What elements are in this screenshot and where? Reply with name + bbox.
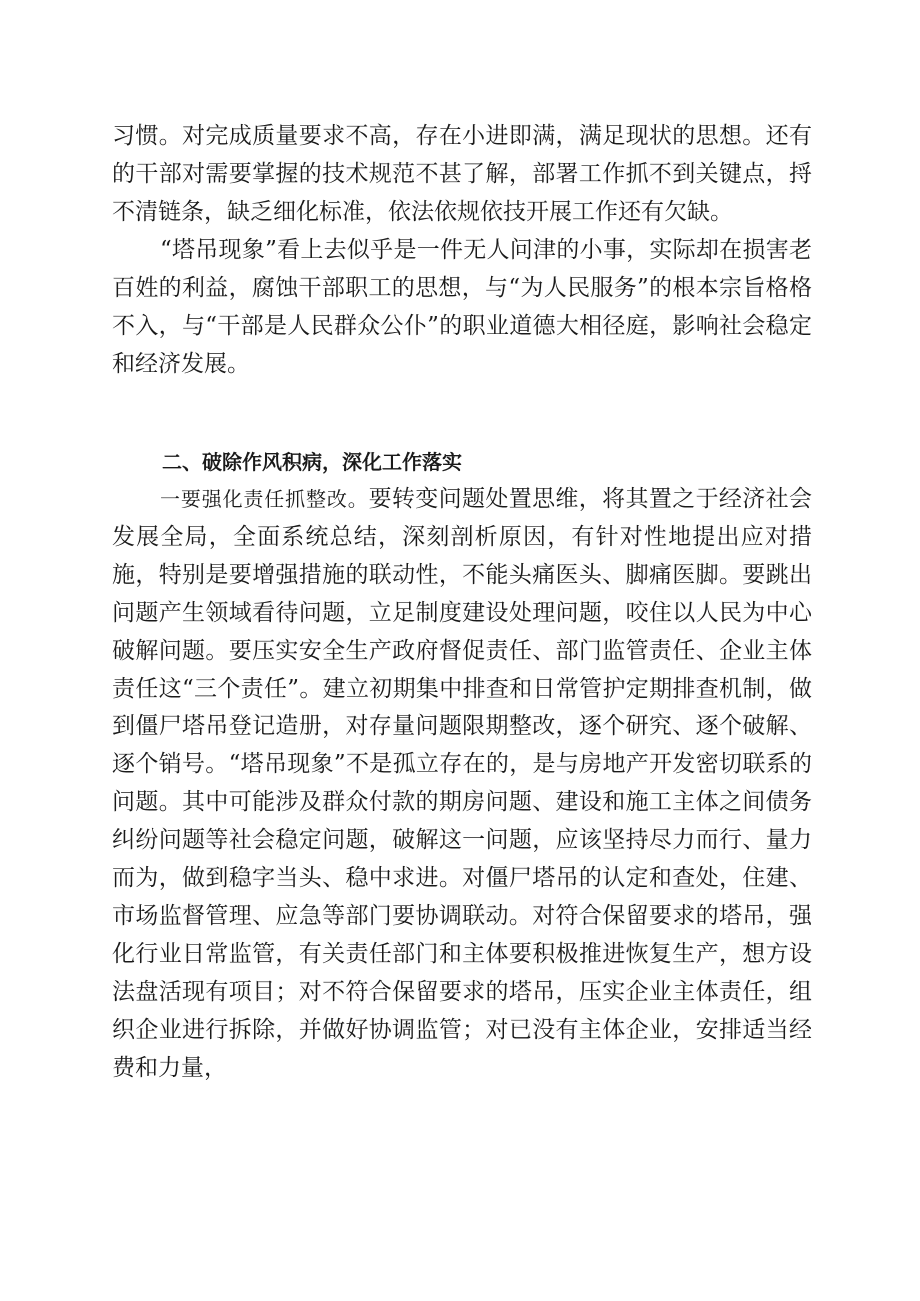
paragraph-2 xyxy=(112,232,812,384)
section-heading: 二、破除作风积病，深化工作落实 xyxy=(162,450,462,474)
paragraph-1 xyxy=(112,118,812,232)
paragraph-3 xyxy=(112,481,812,1088)
paragraph-3-lead: 一要强化责任抓整改。 xyxy=(160,487,369,511)
paragraph-3-text xyxy=(112,481,812,1088)
paragraph-1-text: 习惯。对完成质量要求不高，存在小进即满，满足现状的思想。还有的干部对需要掌握的技术规范不甚了解，部署工作抓不到关键点，捋不清链条，缺乏细化标准，依法依规依技开展工作还有欠缺。 xyxy=(112,123,812,225)
paragraph-3-body: 要转变问题处置思维，将其置之于经济社会发展全局，全面系统总结，深刻剖析原因，有针对性地提出应对措施，特别是要增强措施的联动性，不能头痛医头、脚痛医脚。要跳出问题产生领域看待问题，立足制度建设处理问题，咬住以人民为中心破解问题。要压实安全生产政府督促责任、部门监管责任、企业主体责任这“三个责任”。建立初期集中排查和日常管护定期排查机制，做到僵尸塔吊登记造册，对存量问题限期整改，逐个研究、逐个破解、逐个销号。“塔吊现象”不是孤立存在的，是与房地产开发密切联系的问题。其中可能涉及群众付款的期房问题、建设和施工主体之间债务纠纷问题等社会稳定问题，破解这一问题，应该坚持尽力而行、量力而为，做到稳字当头、稳中求进。对僵尸塔吊的认定和查处，住建、市场监督管理、应急等部门要协调联动。对符合保留要求的塔吊，强化行业日常监管，有关责任部门和主体要积极推进恢复生产，想方设法盘活现有项目；对不符合保留要求的塔吊，压实企业主体责任，组织企业进行拆除，并做好协调监管；对已没有主体企业，安排适当经费和力量， xyxy=(112,486,813,1081)
paragraph-2-text: “塔吊现象”看上去似乎是一件无人问津的小事，实际却在损害老百姓的利益，腐蚀干部职工的思想，与“为人民服务”的根本宗旨格格不入，与“干部是人民群众公仆”的职业道德大相径庭，影响社会稳定和经济发展。 xyxy=(112,237,812,377)
